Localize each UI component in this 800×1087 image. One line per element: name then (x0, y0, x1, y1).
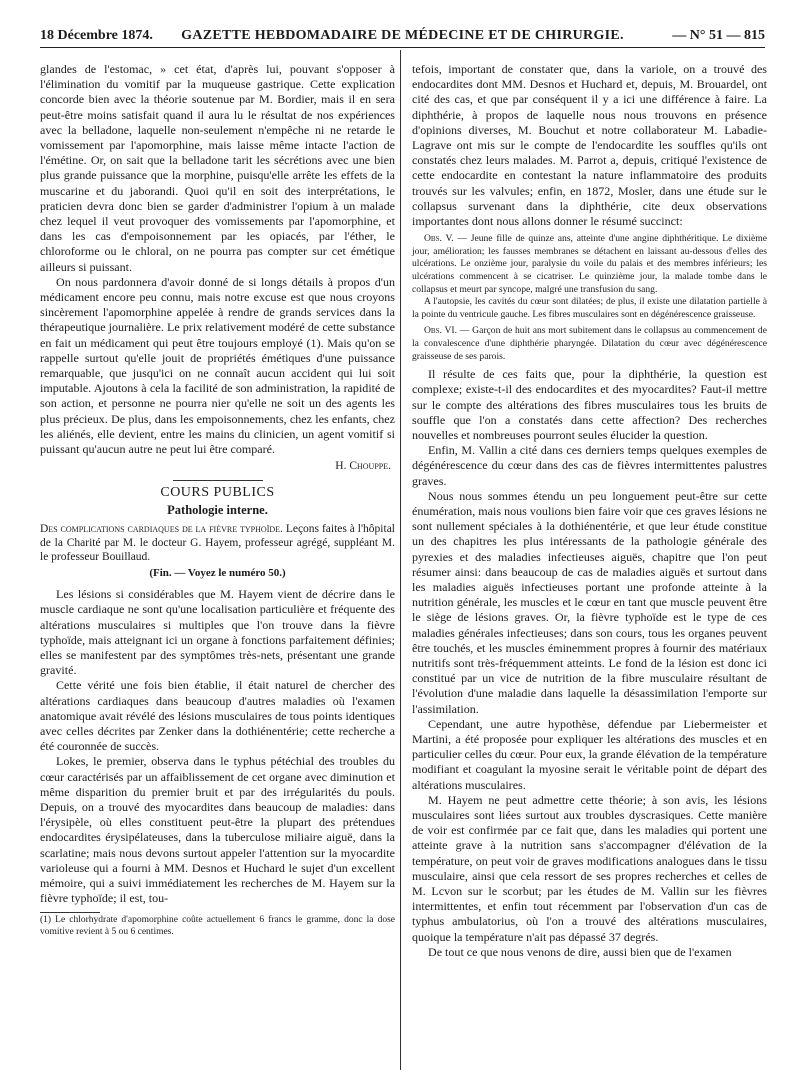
header-issue: — N° 51 — 815 (672, 28, 765, 43)
paragraph: Les lésions si considérables que M. Hayem vient de décrire dans le muscle cardiaque ne sont qu'une localisation particulière et fréquente des altérations musculaires si multiples que l'on trouve dans la fièvre typhoïde, mais atteignant ici un organe à fonctions parfaitement définies; elles se manifestent par des symptômes très-nets, présentant une grande gravité. (40, 587, 395, 678)
paragraph: glandes de l'estomac, » cet état, d'après lui, pouvant s'opposer à l'élimination du vomitif par la muqueuse gastrique. Cette explication concorde bien avec la théorie soutenue par M. Bordier, mais il en sera peut-être moins satisfait quand il aura lu le résultat de nos expériences avec la belladone, laquelle non-seulement n'empêche ni ne retarde le vomissement par l'apomorphine, mais laisse même intacte l'action de l'émétine. Or, on sait que la belladone tarit les sécrétions avec une bien plus grande puissance que la morphine, puisqu'elle arrête les effets de la muscarine et du jaborandi. Quoi qu'il en soit des interprétations, le praticien devra donc bien se garder d'administrer l'opium à un malade chez lequel il veut provoquer des vomissements par l'apomorphine, et dans les cas d'empoisonnement par les opiacés, par l'éther, le chloroforme ou le chloral, on ne pourra pas compter sur cet émétique ailleurs si puissant. (40, 62, 395, 274)
paragraph: Cependant, une autre hypothèse, défendue par Liebermeister et Martini, a été proposée pour expliquer les altérations des muscles et en particulier celles du cœur. Pour eux, la grande élévation de la température modifiant et coagulant la myosine serait le véritable point de départ des altérations musculaires. (412, 716, 767, 792)
observation-text: — Jeune fille de quinze ans, atteinte d'une angine diphthéritique. Le dixième jour, amélioration; les fausses membranes se détachent en laissant au-dessous d'elles des ulcérations. Le onzième jour, paralysie du voile du palais et des membres inférieurs; les ulcérations commencent à se cicatriser. Le quinzième jour, la malade tombe dans le collapsus et meurt par syncope, malgré une transfusion du sang. (412, 233, 767, 295)
header-title: GAZETTE HEBDOMADAIRE DE MÉDECINE ET DE CHIRURGIE. (181, 28, 624, 43)
continuation-note: (Fin. — Voyez le numéro 50.) (149, 566, 286, 579)
observation-label: Obs. V. (424, 233, 454, 245)
observation-text: — Garçon de huit ans mort subitement dans le collapsus au commencement de la convalescence d'une diphthérie pharyngée. Dilatation du cœur avec dégénérescence graisseuse de ses parois. (412, 325, 767, 362)
observation-label: Obs. VI. (424, 325, 458, 337)
author-signature: H. Chouppe. (335, 460, 391, 473)
paragraph: Lokes, le premier, observa dans le typhus pétéchial des troubles du cœur caractérisés par un affaiblissement de cet organe avec diminution et même disparition du premier bruit et par des irrégularités du pouls. Depuis, on a trouvé des myocardites dans beaucoup de maladies: dans l'érysipèle, où elles constituent peut-être la plupart des prétendues endocardites érysipélateuses, dans la tuberculose miliaire aiguë, dans la scarlatine; mais nous devons surtout appeler l'attention sur la myocardite varioleuse qui a fourni à MM. Desnos et Huchard le sujet d'un excellent mémoire, qui a suivi immédiatement les recherches de M. Hayem sur la fièvre typhoïde; il est, tou- (40, 754, 395, 906)
footnote: (1) Le chlorhydrate d'apomorphine coûte actuellement 6 francs le gramme, donc la dose vomitive revient à 5 ou 6 centimes. (40, 915, 395, 937)
paragraph: On nous pardonnera d'avoir donné de si longs détails à propos d'un médicament encore peu connu, mais notre excuse est que nous croyons sincèrement l'apomorphine appelée à rendre de grands services dans la thérapeutique journalière. Le prix relativement modéré de cette substance en fait un médicament qui peut être toujours employé (1). Mais qu'on se rappelle surtout qu'elle jouit de propriétés émétiques d'une puissance remarquable, que jusqu'ici on ne connaît aucun accident qui lui soit imputable. Ajoutons à cela la facilité de son administration, la rapidité de son action, et personne ne pourra nier qu'elle ne soit un des agents les plus précieux. De plus, dans les empoisonnements, chez les enfants, chez les aliénés, elle devient, entre les mains du clinicien, un agent vomitif si puissant qu'aucun autre ne peut lui être comparé. (40, 274, 395, 457)
header-rule (40, 47, 765, 48)
paragraph: Il résulte de ces faits que, pour la diphthérie, la question est complexe; existe-t-il des endocardites et des myocardites? Faut-il mettre sur le compte des altérations des fibres musculaires tous les bruits de souffle que l'on a constatés dans cette affection? Des recherches nouvelles et nombreuses pourront seules élucider la question. (412, 367, 767, 442)
paragraph: M. Hayem ne peut admettre cette théorie; à son avis, les lésions musculaires sont liées surtout aux troubles dyscrasiques. Cette manière de voir est confirmée par ce fait que, dans les maladies qui portent une atteinte grave à la nutrition sans s'accompagner d'élévation de la température, on peut voir de graves modifications analogues dans le tissu musculaire, ainsi que cela ressort de ses propres recherches et celles de M. Lcvon sur le scorbut; par les études de M. Vallin sur les fièvres intermittentes, et enfin tout récemment par l'observation d'un cas de typhus ambulatorius, où l'on a trouvé des altérations musculaires, quoique la température n'ait pas dépassé 37 degrés. (412, 792, 767, 944)
observation-6 (412, 325, 767, 363)
paragraph: Enfin, M. Vallin a cité dans ces derniers temps quelques exemples de dégénérescence du cœur dans des cas de fièvres intermittentes palustres graves. (412, 443, 767, 488)
paragraph: De tout ce que nous venons de dire, aussi bien que de l'examen (428, 944, 732, 959)
paragraph: Nous nous sommes étendu un peu longuement peut-être sur cette énumération, mais nous voulions bien faire voir que ces graves lésions ne sont nullement spéciales à la dothiénentérie, et que leur étude constitue un des chapitres les plus intéressants de la pathologie générale des pyrexies et des maladies infectieuses aiguës, chapitre que l'on peut résumer ainsi: dans beaucoup de cas de maladies aiguës et surtout dans les maladies aiguës infectieuses portant une profonde atteinte à la nutrition générale, les muscles et le cœur en tant que muscle peuvent être le siège de lésions graves. Or, la fièvre typhoïde est le type de ces maladies générales infectieuses; dans son cours, tous les organes peuvent être touchés, et les muscles éminemment propres à fournir des matériaux nutritifs sont très-fréquemment atteints. Le fond de la lésion est donc ici constitué par un vice de nutrition de la fibre musculaire résultant de l'évolution d'une maladie dans laquelle la désassimilation l'emporte sur l'assimilation. (412, 488, 767, 716)
section-rule (173, 480, 263, 481)
paragraph: tefois, important de constater que, dans la variole, on a trouvé des endocardites dont MM. Desnos et Huchard et, depuis, M. Brouardel, ont cité des cas, et que par conséquent il y a ici une différence à faire. La diphthérie, à propos de laquelle nous nous trouvons en présence d'opinions diverses, M. Bouchut et notre collaborateur M. Labadie-Lagrave ont mis sur le compte de l'endocardite les souffles qu'ils ont constatés chez leurs malades. M. Parrot a, depuis, critiqué l'existence de cette endocardite en contestant la nature inflammatoire des produits trouvés sur les valvules; enfin, en 1872, Mosler, dans une étude sur le collapsus survenant dans la diphthérie, cite deux observations importantes dont nous allons donner le résumé succinct: (412, 62, 767, 229)
column-divider (400, 50, 401, 1070)
right-column (412, 62, 767, 960)
lecture-details: Leçons faites à l'hôpital de la Charité par M. le docteur G. Hayem, professeur agrégé, suppléant M. le professeur Bouillaud. (40, 522, 395, 563)
observation-5 (412, 233, 767, 321)
observation-text: A l'autopsie, les cavités du cœur sont dilatées; de plus, il existe une dilatation partielle à la pointe du ventricule gauche. Les fibres musculaires sont en dégénérescence graisseuse. (412, 296, 767, 320)
footnote-rule (40, 912, 100, 913)
subsection-heading: Pathologie interne. (167, 502, 268, 517)
left-column (40, 62, 395, 938)
header-date: 18 Décembre 1874. (40, 28, 153, 43)
paragraph: Cette vérité une fois bien établie, il était naturel de chercher des altérations cardiaques dans beaucoup d'autres maladies où l'examen anatomique avait révélé des lésions musculaires de tous points identiques avec celles décrites par Zenker dans la dothiénentérie; cette recherche a été couronnée de succès. (40, 678, 395, 754)
lecture-title (40, 522, 395, 564)
lecture-topic: Des complications cardiaques de la fièvre typhoïde. (40, 522, 283, 535)
section-heading: COURS PUBLICS (160, 485, 275, 501)
